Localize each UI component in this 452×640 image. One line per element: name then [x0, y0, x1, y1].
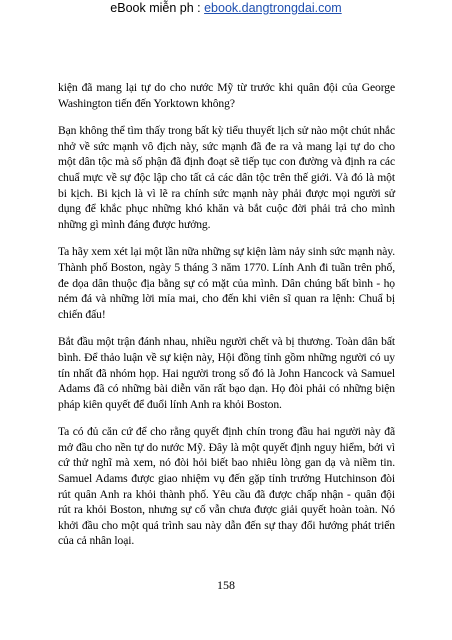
paragraph-5: Ta có đủ căn cứ để cho rằng quyết định chín trong đầu hai người này đã mở đầu cho nền tự do nước Mỹ. Đây là một quyết định nguy hiểm, bởi vì cứ thử nghĩ mà xem, nó đòi hỏi biết bao nhiêu lòng gan dạ và niềm tin. Samuel Adams được giao nhiệm vụ đến gặp tỉnh trưởng Hutchinson đòi rút quân Anh ra khỏi thành phố. Yêu cầu đã được chấp nhận - quân đội rút ra khỏi Boston, nhưng sự cố vẫn chưa được giải quyết hoàn toàn. Nó khởi đầu cho một quá trình sau này dẫn đến sự thay đổi hướng phát triển của cả nhân loại. [58, 425, 395, 548]
paragraph-4: Bắt đầu một trận đánh nhau, nhiều người chết và bị thương. Toàn dân bất bình. Để thảo luận về sự kiện này, Hội đồng tỉnh gồm những người có uy tín nhất đã nhóm họp. Hai người trong số đó là John Hancock và Samuel Adams đã có những bài diễn văn rất bạo dạn. Họ đòi phải có những biện pháp kiên quyết để đuổi lính Anh ra khỏi Boston. [58, 335, 395, 411]
paragraph-1: kiện đã mang lại tự do cho nước Mỹ từ trước khi quân đội của George Washington tiến đến Yorktown không? [58, 81, 395, 110]
paragraph-3: Ta hãy xem xét lại một lần nữa những sự kiện làm nảy sinh sức mạnh này. Thành phố Boston, ngày 5 tháng 3 năm 1770. Lính Anh đi tuần trên phố, đe dọa dân thuộc địa bằng sự có mặt của mình. Dân chúng bất bình - họ ném đá và những lời mỉa mai, cho đến khi viên sĩ quan ra lệnh: Chuẩ bị chiến đấu! [58, 245, 395, 321]
page-body [58, 80, 395, 561]
page-number: 158 [217, 578, 235, 592]
header-link[interactable]: ebook.dangtrongdai.com [204, 1, 342, 15]
paragraph-2: Bạn không thể tìm thấy trong bất kỳ tiểu thuyết lịch sử nào một chút nhắc nhở về sức mạnh vô địch này, sức mạnh đã đe ra và mang lại tự do cho một dân tộc mà số phận đã định đoạt sẽ tiếp tục con đường và định ra các chuẩ mực về sự độc lập cho tất cả các dân tộc trên thế giới. Và đó là một bi kịch. Bi kịch là vì lẽ ra chính sức mạnh này phải được mọi người sử dụng để khắc phục những khó khăn và bắt cuộc đời phải trả cho mình những gì mình đáng được hưởng. [58, 124, 395, 231]
page-header [0, 0, 452, 16]
header-prefix: eBook miễn ph : [110, 1, 205, 15]
